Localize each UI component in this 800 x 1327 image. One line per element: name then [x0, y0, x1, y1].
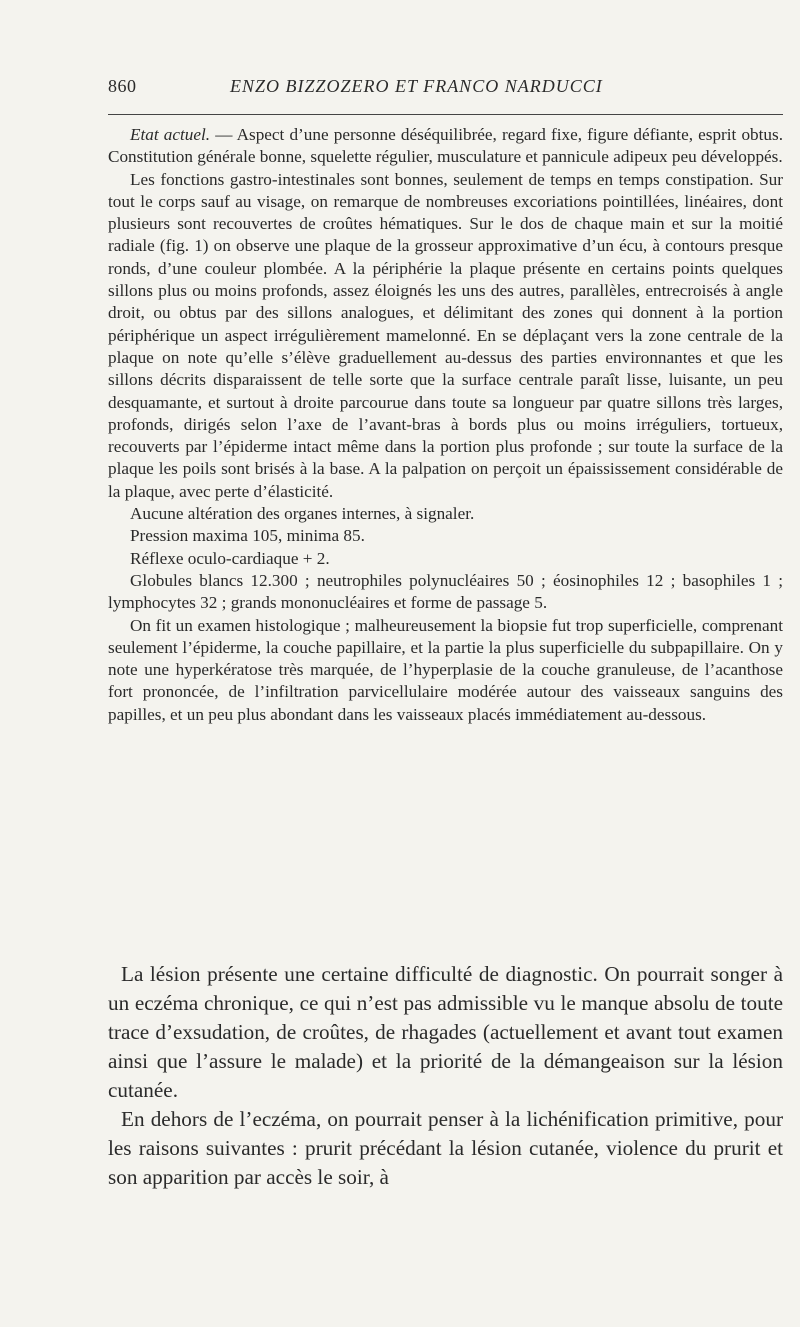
- case-paragraph: Globules blancs 12.300 ; neutrophiles polynucléaires 50 ; éosinophiles 12 ; basophiles 1 ; lymphocytes 32 ; grands mononucléaires et forme de passage 5.: [108, 570, 783, 613]
- case-paragraph: Pression maxima 105, minima 85.: [130, 526, 365, 546]
- case-paragraph: On fit un examen histologique ; malheureusement la biopsie fut trop superficielle, comprenant seulement l’épiderme, la couche papillaire, et la partie la plus superficielle du subpapillaire. On y note une hyperkératose très marquée, de l’hyperplasie de la couche granuleuse, de l’acanthose fort prononcée, de l’infiltration parvicellulaire modérée autour des vaisseaux sanguins des papilles, et un peu plus abondant dans les vaisseaux placés immédiatement au-dessous.: [108, 615, 783, 724]
- page-header: [108, 76, 783, 106]
- discussion-paragraph: En dehors de l’eczéma, on pourrait penser à la lichénification primitive, pour les raisons suivantes : prurit précédant la lésion cutanée, violence du prurit et son apparition par accès le soir, à: [108, 1107, 783, 1189]
- discussion-paragraph: La lésion présente une certaine difficulté de diagnostic. On pourrait songer à un eczéma chronique, ce qui n’est pas admissible vu le manque absolu de toute trace d’exsudation, de croûtes, de rhagades (actuellement et avant tout examen ainsi que l’assure le malade) et la priorité de la démangeaison sur la lésion cutanée.: [108, 962, 783, 1102]
- case-paragraph: Les fonctions gastro-intestinales sont bonnes, seulement de temps en temps constipation. Sur tout le corps sauf au visage, on remarque de nombreuses excoriations pointillées, linéaires, dont plusieurs sont recouvertes de croûtes hématiques. Sur le dos de chaque main et sur la moitié radiale (fig. 1) on observe une plaque de la grosseur approximative d’un écu, à contours presque ronds, d’une couleur plombée. A la périphérie la plaque présente en certains points quelques sillons plus ou moins profonds, assez éloignés les uns des autres, parallèles, entrecroisés à angle droit, ou obtus par des sillons analogues, et délimitant des zones qui donnent à la portion périphérique un aspect irrégulièrement mamelonné. En se déplaçant vers la zone centrale de la plaque on note qu’elle s’élève graduellement au-dessus des parties environnantes et que les sillons décrits disparaissent de telle sorte que la surface centrale paraît lisse, luisante, un peu desquamante, et surtout à droite parcourue dans toute sa longueur par quatre sillons très larges, profonds, dirigés selon l’axe de l’avant-bras à bords plus ou moins irréguliers, tortueux, recouverts par l’épiderme intact même dans la portion plus profonde ; sur toute la surface de la plaque les poils sont brisés à la base. A la palpation on perçoit un épaississement considérable de la plaque, avec perte d’élasticité.: [108, 169, 783, 501]
- intro-text: — Aspect d’une personne déséquilibrée, regard fixe, figure défiante, esprit obtus. Constitution générale bonne, squelette régulier, musculature et pannicule adipeux peu développés.: [108, 125, 783, 167]
- header-rule: [108, 114, 783, 115]
- page-number: 860: [108, 76, 137, 96]
- case-paragraph: Réflexe oculo-cardiaque + 2.: [130, 548, 330, 568]
- case-paragraph: Aucune altération des organes internes, à signaler.: [130, 504, 475, 524]
- running-head: ENZO BIZZOZERO ET FRANCO NARDUCCI: [230, 76, 603, 96]
- discussion: [108, 960, 783, 1192]
- intro-label: Etat actuel.: [130, 125, 211, 144]
- case-paragraph: [108, 124, 783, 169]
- case-report: [108, 124, 783, 726]
